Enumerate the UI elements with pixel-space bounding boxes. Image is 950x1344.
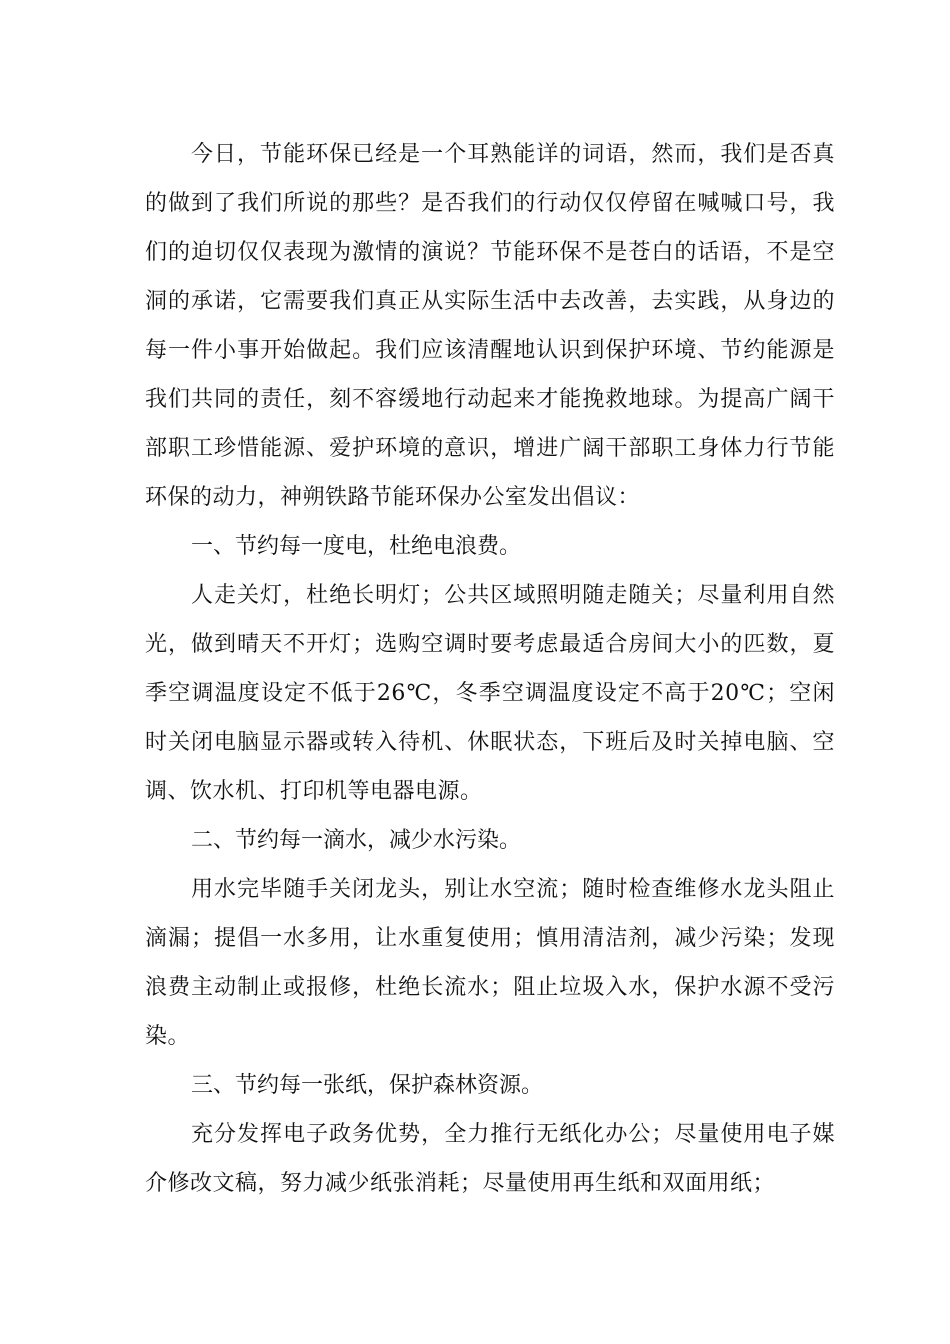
document-body [145,130,835,1208]
section-heading-water: 二、节约每一滴水，减少水污染。 [191,828,522,853]
section-heading-electricity: 一、节约每一度电，杜绝电浪费。 [191,534,522,559]
water-paragraph: 用水完毕随手关闭龙头，别让水空流；随时检查维修水龙头阻止滴漏；提倡一水多用，让水重复使用；慎用清洁剂，减少污染；发现浪费主动制止或报修，杜绝长流水；阻止垃圾入水，保护水源不受污染。 [145,877,835,1049]
electricity-paragraph: 人走关灯，杜绝长明灯；公共区域照明随走随关；尽量利用自然光，做到晴天不开灯；选购空调时要考虑最适合房间大小的匹数，夏季空调温度设定不低于26℃，冬季空调温度设定不高于20℃；空闲时关闭电脑显示器或转入待机、休眠状态，下班后及时关掉电脑、空调、饮水机、打印机等电器电源。 [145,583,835,804]
section-heading-paper: 三、节约每一张纸，保护森林资源。 [191,1073,544,1098]
intro-paragraph: 今日，节能环保已经是一个耳熟能详的词语，然而，我们是否真的做到了我们所说的那些？是否我们的行动仅仅停留在喊喊口号，我们的迫切仅仅表现为激情的演说？节能环保不是苍白的话语，不是空洞的承诺，它需要我们真正从实际生活中去改善，去实践，从身边的每一件小事开始做起。我们应该清醒地认识到保护环境、节约能源是我们共同的责任，刻不容缓地行动起来才能挽救地球。为提高广阔干部职工珍惜能源、爱护环境的意识，增进广阔干部职工身体力行节能环保的动力，神朔铁路节能环保办公室发出倡议： [145,142,835,510]
paper-paragraph: 充分发挥电子政务优势，全力推行无纸化办公；尽量使用电子媒介修改文稿，努力减少纸张消耗；尽量使用再生纸和双面用纸； [145,1122,835,1196]
